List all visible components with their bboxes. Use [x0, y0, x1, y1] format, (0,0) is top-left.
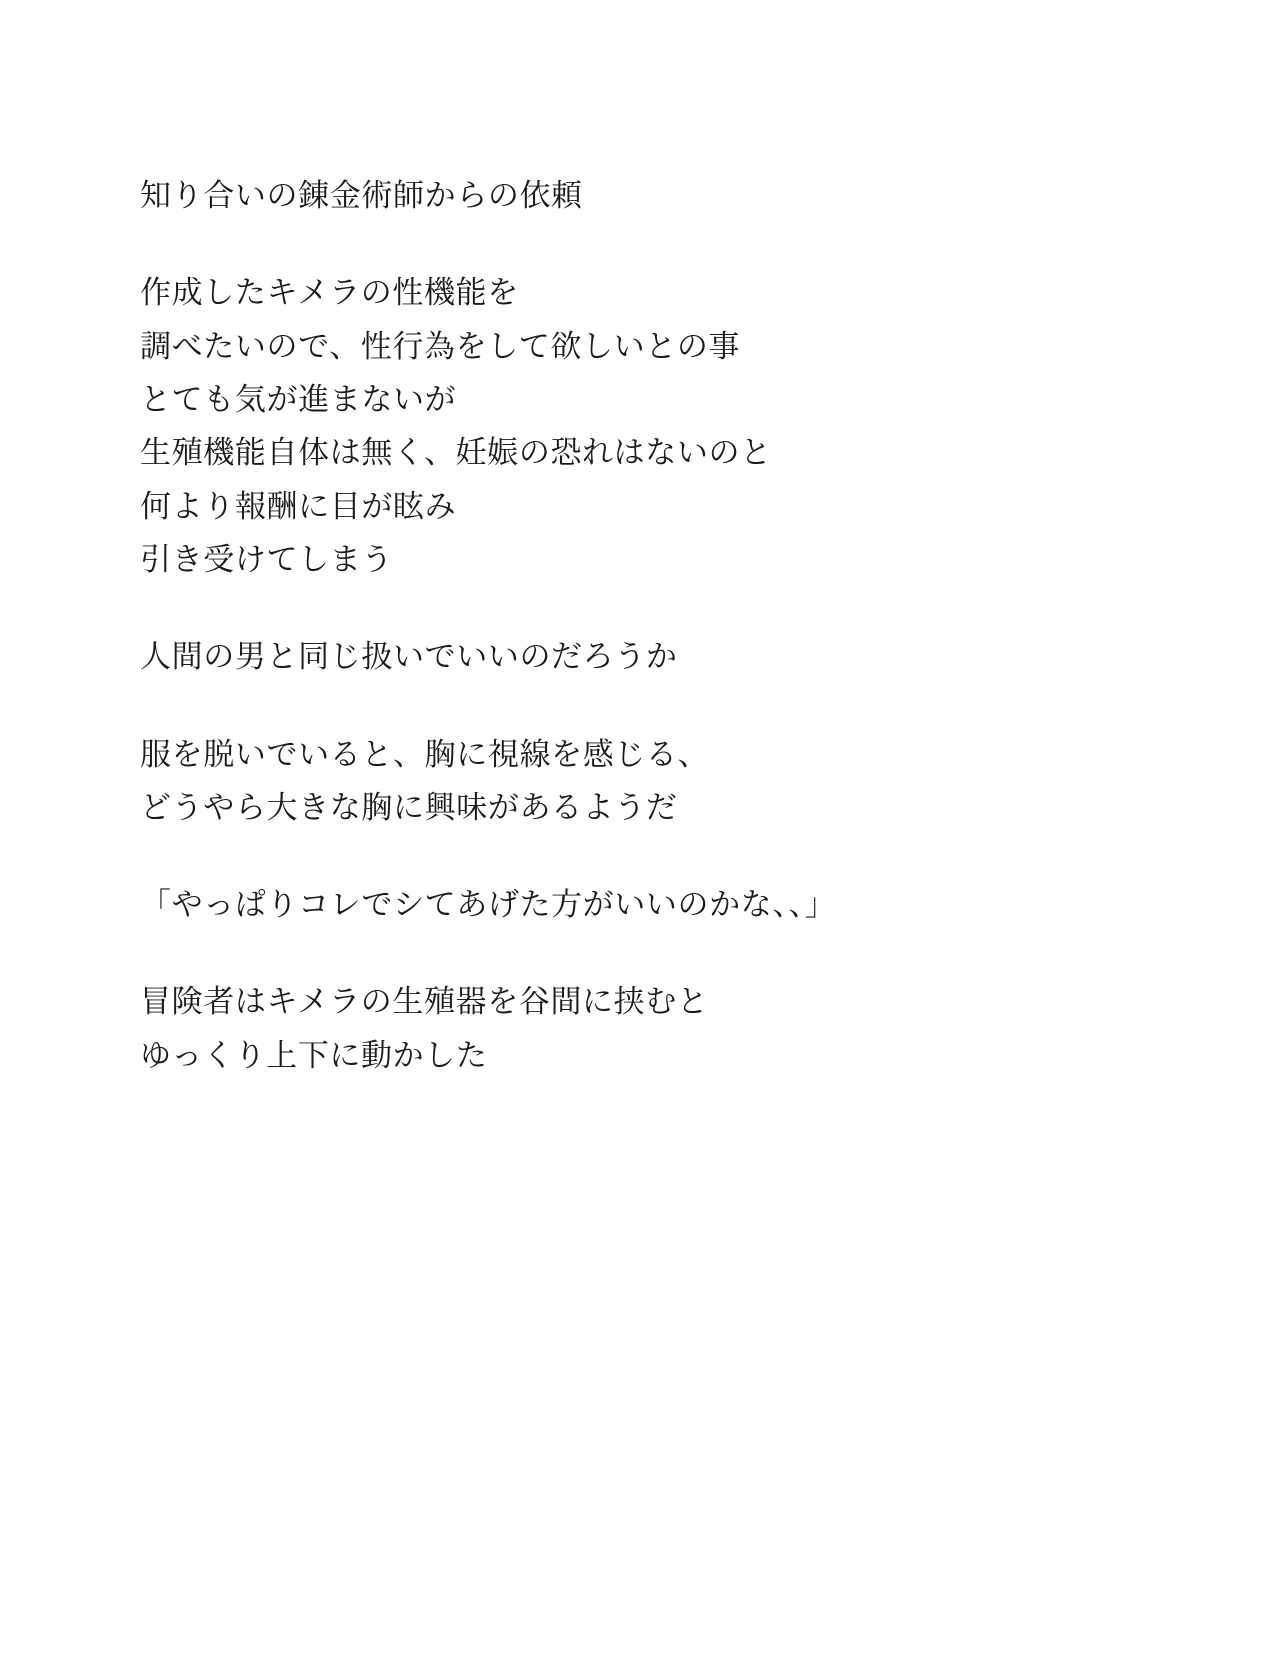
text-line: とても気が進まないが	[140, 381, 457, 418]
document-body	[140, 170, 1140, 1083]
text-line: 生殖機能自体は無く、妊娠の恐れはないのと	[140, 435, 772, 472]
text-line: 人間の男と同じ扱いでいいのだろうか	[140, 639, 678, 676]
paragraph	[140, 267, 1140, 587]
text-line: 冒険者はキメラの生殖器を谷間に挟むと	[140, 984, 709, 1021]
text-line: 調べたいので、性行為をして欲しいとの事	[140, 328, 741, 365]
text-line: どうやら大きな胸に興味があるようだ	[140, 789, 678, 826]
text-line: ゆっくり上下に動かした	[140, 1037, 488, 1074]
text-line: 作成したキメラの性機能を	[140, 275, 519, 312]
text-line: 何より報酬に目が眩み	[140, 488, 457, 525]
text-line: 服を脱いでいると、胸に視線を感じる、	[140, 736, 710, 773]
paragraph	[140, 879, 1140, 932]
paragraph	[140, 976, 1140, 1083]
paragraph	[140, 729, 1140, 836]
paragraph	[140, 631, 1140, 684]
text-line: 「やっぱりコレでシてあげた方がいいのかな、、」	[140, 887, 837, 924]
paragraph	[140, 170, 1140, 223]
text-line: 引き受けてしまう	[140, 541, 393, 578]
text-line: 知り合いの錬金術師からの依頼	[140, 178, 583, 214]
